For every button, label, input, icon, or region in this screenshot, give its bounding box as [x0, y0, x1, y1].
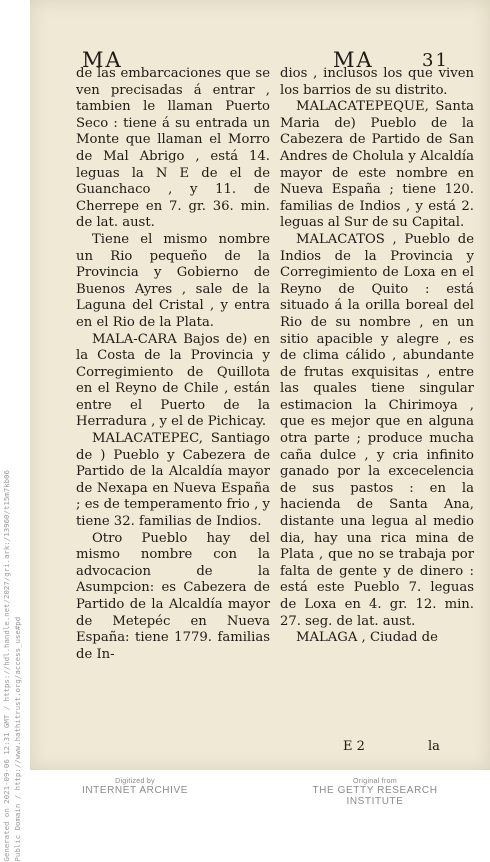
internet-archive-logo-text: INTERNET ARCHIVE — [81, 785, 189, 796]
running-head-left: MA — [82, 48, 123, 72]
footer-original — [290, 778, 460, 807]
catchword: la — [428, 739, 440, 754]
paragraph: MALACATEPEC, Santiago de ) Pueblo y Cabezera de Partido de la Alcaldía mayor de Nexapa en Nueva España ; es de temperamento frio , y tiene 32. familias de Indios. — [76, 431, 270, 530]
getty-logo-text: THE GETTY RESEARCH INSTITUTE — [312, 785, 438, 807]
paragraph: dios , inclusos los que viven los barrios de su distrito. — [280, 66, 474, 98]
hathitrust-margin-note — [1, 470, 22, 862]
footer-digitized — [70, 778, 200, 796]
paragraph: MALACATOS , Pueblo de Indios de la Provincia y Corregimiento de Loxa en el Reyno de Quito : está situado á la orilla boreal del Rio de su nombre , en un sitio apacible y alegre , es de clima cálido , abundante de frutas exquisitas , entre las quales tiene singular estimacion la Chirimoya , que es mejor que en alguna otra parte ; produce mucha caña dulce , y cria infinito ganado por la excecelencia de sus pastos : en la hacienda de Santa Ana, distante una legua al medio dia, hay una rica mina de Plata , que no se trabaja por falta de gente y de dinero : está este Pueblo 7. leguas de Loxa en 4. gr. 12. min. 27. seg. de lat. aust. — [280, 231, 474, 629]
footer-label: Original from — [353, 778, 397, 785]
footer-label: Digitized by — [115, 778, 155, 785]
book-page — [30, 0, 490, 770]
margin-note-line: Generated on 2021-09-06 12:31 GMT / https://hdl.handle.net/2027/gri.ark:/13960/t15m7kb06 — [2, 470, 11, 862]
paragraph: de las embarcaciones que se ven precisadas á entrar , tambien le llaman Puerto Seco : tiene á su entrada un Monte que llaman el Morro de Mal Abrigo , está 14. leguas la N E de el de Guanchaco , y 11. de Cherrepe en 7. gr. 36. min. de lat. aust. — [76, 66, 270, 231]
left-column — [76, 66, 270, 663]
right-column — [280, 66, 474, 647]
margin-note-line: Public Domain / http://www.hathitrust.org/access_use#pd — [13, 616, 22, 862]
running-head-center: MA — [333, 48, 374, 72]
page-number: 31 — [422, 50, 449, 71]
paragraph: MALAGA , Ciudad de — [296, 630, 438, 646]
paragraph: MALA-CARA Bajos de) en la Costa de la Provincia y Corregimiento de Quillota en el Reyno de Chile , están entre el Puerto de la Herradura , y el de Pichicay. — [76, 331, 270, 430]
paragraph: Otro Pueblo hay del mismo nombre con la advocacion de la Asumpcion: es Cabezera de Partido de la Alcaldía mayor de Metepéc en Nueva España: tiene 1779. familias de In- — [76, 530, 270, 662]
signature-mark: E 2 — [343, 739, 365, 754]
paragraph: MALACATEPEQUE, Santa Maria de) Pueblo de la Cabezera de Partido de San Andres de Cholula y Alcaldía mayor de este nombre en Nueva España ; tiene 120. familias de Indios , y está 2. leguas al Sur de su Capital. — [280, 99, 474, 231]
paragraph: Tiene el mismo nombre un Rio pequeño de la Provincia y Gobierno de Buenos Ayres , sale de la Laguna del Cristal , y entra en el Rio de la Plata. — [76, 231, 270, 330]
